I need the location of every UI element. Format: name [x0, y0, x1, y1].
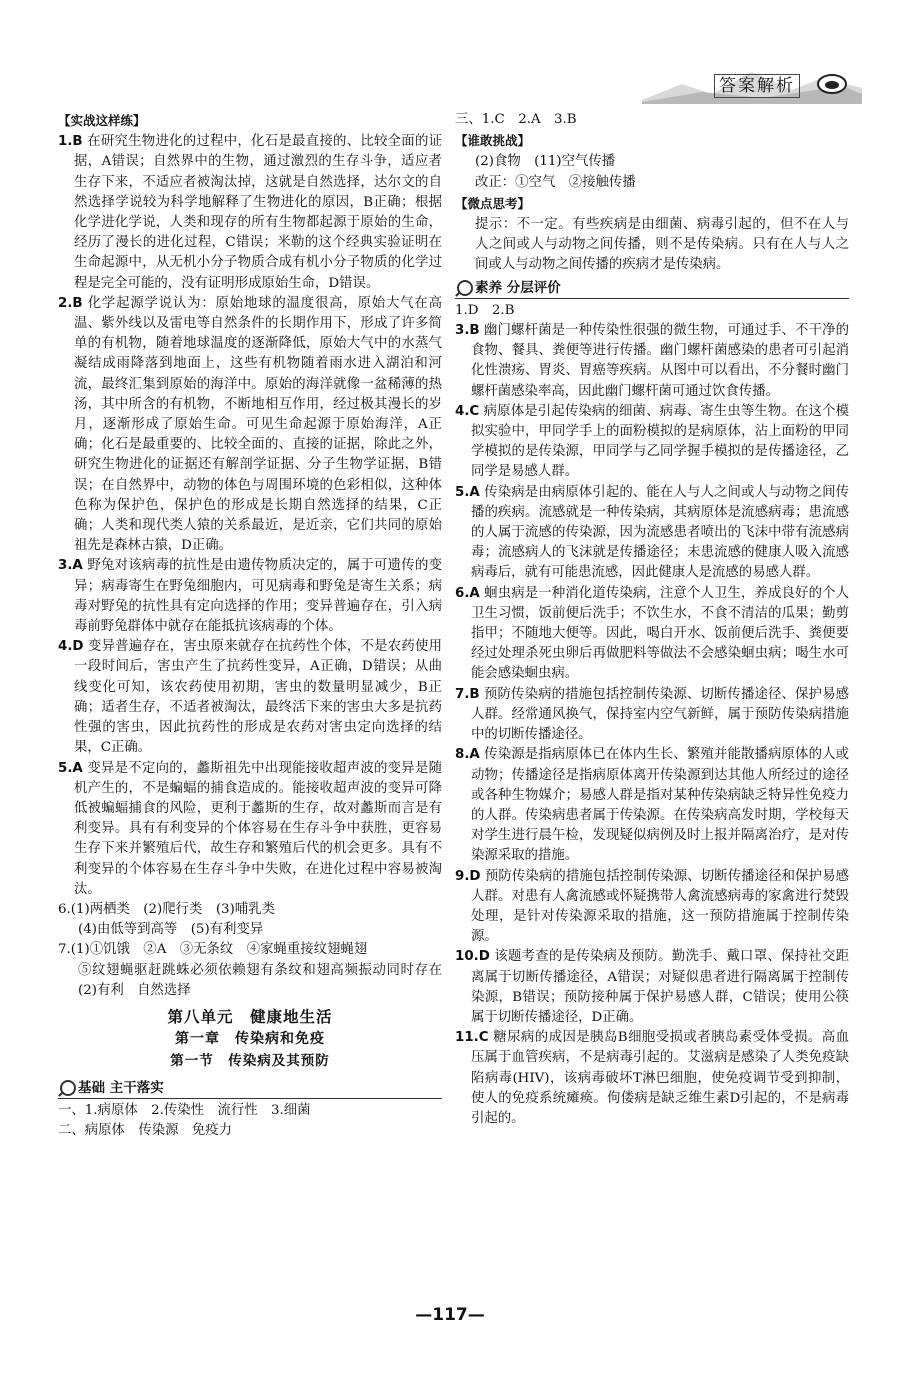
answer-item: 7.B 预防传染病的措施包括控制传染源、切断传播途径、保护易感人群。经常通风换气，保持室内空气新鲜，属于预防传染病措施中的切断传播途径。: [455, 686, 849, 743]
left-column: [58, 110, 456, 1141]
challenge-tag: 【谁敢挑战】: [455, 133, 531, 149]
answer-item: 2.B 化学起源学说认为：原始地球的温度很高，原始大气在高温、紫外线以及雷电等自然条件的长期作用下，形成了许多简单的有机物，随着地球温度的逐渐降低，原始大气中的水蒸气凝结成雨降落到地面上，这些有机物随着雨水进入湖泊和河流，最终汇集到原始的海洋中。原始的海洋就像一盆稀薄的热汤，其中所含的有机物，不断地相互作用，经过极其漫长的岁月，逐渐形成了原始生命。可见生命起源于原始海洋，A正确；化石是最重要的、比较全面的、直接的证据，除此之外，研究生物进化的证据还有解剖学证据、分子生物学证据，B错误；在自然界中，动物的体色与周围环境的色彩相似，这种体色称为保护色，保护色的形成是长期自然选择的结果，C正确；人类和现代类人猿的关系最近，是近亲，它们共同的原始祖先是森林古猿，D正确。: [58, 295, 442, 554]
eval-section-heading: 素养 分层评价: [455, 278, 849, 299]
answer-line: ⑤纹翅蝇驱赶跳蛛必须依赖翅有条纹和翅高频振动同时存在 (2)有利 自然选择: [78, 962, 456, 998]
answer-line: (2)食物 (11)空气传播: [475, 154, 616, 170]
chapter-title: 第一章 传染病和免疫: [175, 1031, 325, 1048]
answer-line: 1.D 2.B: [455, 302, 515, 318]
answer-item: 3.A 野兔对该病毒的抗性是由遗传物质决定的，属于可遗传的变异；病毒寄生在野兔细胞内，可见病毒和野兔是寄生关系；病毒对野兔的抗性具有定向选择的作用；变异普遍存在，引入病毒前野兔群体中就存在能抵抗该病毒的个体。: [58, 558, 443, 635]
section-title: 第一节 传染病及其预防: [170, 1053, 330, 1070]
answer-line: (4)由低等到高等 (5)有利变异: [78, 922, 264, 938]
answer-line: 二、病原体 传染源 免疫力: [58, 1122, 233, 1138]
answer-item: 1.B 在研究生物进化的过程中，化石是最直接的、比较全面的证据，A错误；自然界中的生物，通过激烈的生存斗争，适应者生存下来，不适应者被淘汰掉，这就是自然选择，达尔文的自然选择学说较为科学地解释了生物进化的原因，B正确；根据化学进化学说，人类和现存的所有生物都起源于原始的生命，经历了漫长的进化过程，C错误；米勒的这个经典实验证明在生命起源中，从无机小分子物质合成有机小分子物质的化学过程是完全可能的，没有证明形成原始生命，D错误。: [58, 134, 442, 291]
page-number: —117—: [415, 1305, 485, 1325]
answer-item: 5.A 变异是不定向的，蠡斯祖先中出现能接收超声波的变异是随机产生的，不是蝙蝠的捕食造成的。能接收超声波的变异可降低被蝙蝠捕食的风险，更利于蠡斯的生存，故对蠡斯而言是有利变异。具有有利变异的个体容易在生存斗争中获胜，更容易生存下来并繁殖后代，故生存和繁殖后代的机会更多。具有不利变异的个体容易在生存斗争中失败，在进化过程中容易被淘汰。: [58, 760, 443, 897]
right-column: [455, 110, 849, 1129]
answer-item: 11.C 糖尿病的成因是胰岛B细胞受损或者胰岛素受体受损。高血压属于血管疾病，不是病毒引起的。艾滋病是感染了人类免疫缺陷病毒(HIV)，该病毒破坏T淋巴细胞，使免疫调节受到抑制，使人的免疫系统瘫痪。佝偻病是缺乏维生素D引起的，不是病毒引起的。: [455, 1030, 849, 1126]
answer-line: 6.(1)两栖类 (2)爬行类 (3)哺乳类: [58, 901, 275, 917]
answer-item: 3.B 幽门螺杆菌是一种传染性很强的微生物，可通过手、不干净的食物、餐具、粪便等进行传播。幽门螺杆菌感染的患者可引起消化性溃疡、胃炎、胃癌等疾病。从图中可以看出，不分餐时幽门螺杆菌感染率高，因此幽门螺杆菌可通过饮食传播。: [455, 323, 849, 399]
answer-item: 10.D 该题考查的是传染病及预防。勤洗手、戴口罩、保持社交距离属于切断传播途径，A错误；对疑似患者进行隔离属于控制传染源，B错误；预防接种属于保护易感人群，C错误；使用公筷属于切断传播途径，D正确。: [455, 949, 849, 1025]
answer-item: 8.A 传染源是指病原体已在体内生长、繁殖并能散播病原体的人或动物；传播途径是指病原体离开传染源到达其他人所经过的途径或各种生物媒介；易感人群是指对某种传染病缺乏特异性免疫力的人群。传染病患者属于传染源。在传染病高发时期，学校每天对学生进行晨午检，发现疑似病例及时上报并隔离治疗，是对传染源采取的措施。: [455, 747, 849, 864]
search-icon: [60, 1080, 76, 1096]
micro-text: 提示：不一定。有些疾病是由细菌、病毒引起的，但不在人与人之间或人与动物之间传播，则不是传染病。只有在人与人之间或人与动物之间传播的疾病才是传染病。: [475, 217, 849, 273]
search-icon: [457, 280, 473, 296]
header-title: 答案解析: [714, 74, 800, 98]
unit-title: 第八单元 健康地生活: [167, 1007, 333, 1026]
answer-item: 4.D 变异普遍存在，害虫原来就存在抗药性个体，不是农药使用一段时间后，害虫产生了抗药性变异，A正确，D错误；从曲线变化可知，该农药使用初期，害虫的数量明显减少，B正确；适者生存，不适者被淘汰，最终活下来的害虫大多是抗药性强的害虫，因此抗药性的形成是农药对害虫定向选择的结果，C正确。: [58, 639, 442, 756]
answer-item: 9.D 预防传染病的措施包括控制传染源、切断传播途径和保护易感人群。对患有人禽流感或怀疑携带人禽流感病毒的家禽进行焚毁处理，是针对传染源采取的措施，这一预防措施属于控制传染源。: [455, 868, 849, 945]
answer-line: 一、1.病原体 2.传染性 流行性 3.细菌: [58, 1102, 311, 1118]
basic-section-heading: 基础 主干落实: [58, 1078, 442, 1099]
answer-item: 4.C 病原体是引起传染病的细菌、病毒、寄生虫等生物。在这个模拟实验中，甲同学手上的面粉模拟的是病原体，沾上面粉的甲同学模拟的是传染源，甲同学与乙同学握手模拟的是传播途径，乙同学是易感人群。: [455, 403, 849, 480]
answer-line: 三、1.C 2.A 3.B: [455, 112, 577, 127]
answer-line: 7.(1)①饥饿 ②A ③无条纹 ④家蝇重接纹翅蝇翅: [58, 942, 368, 958]
micro-tag: 【微点思考】: [455, 195, 531, 211]
practice-tag: 【实战这样练】: [58, 113, 146, 128]
answer-item: 5.A 传染病是由病原体引起的、能在人与人之间或人与动物之间传播的疾病。流感就是一种传染病，其病原体是流感病毒；患流感的人属于流感的传染源，因为流感患者喷出的飞沫中带有流感病毒；流感病人的飞沫就是传播途径；未患流感的健康人吸入流感病毒后，就有可能患流感，因此健康人是流感的易感人群。: [455, 484, 849, 581]
answer-line: 改正：①空气 ②接触传播: [475, 174, 636, 190]
answer-item: 6.A 蛔虫病是一种消化道传染病，注意个人卫生，养成良好的个人卫生习惯，饭前便后洗手；不饮生水，不食不清洁的瓜果；勤剪指甲；不随地大便等。因此，喝白开水、饭前便后洗手、粪便要经过处理杀死虫卵后再做肥料等做法不会感染蛔虫病；喝生水可能会感染蛔虫病。: [455, 585, 849, 682]
page-header: [642, 64, 862, 104]
